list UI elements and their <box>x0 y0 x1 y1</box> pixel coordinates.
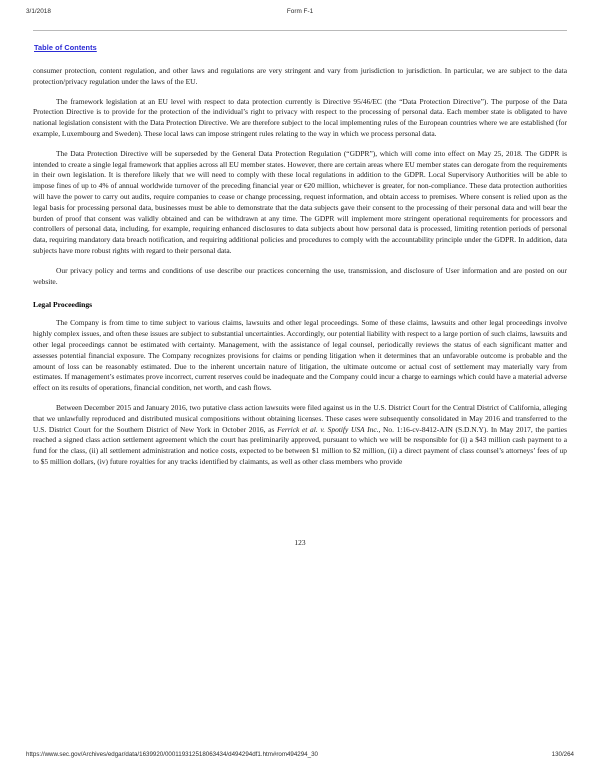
section-heading-legal-proceedings: Legal Proceedings <box>33 300 93 310</box>
header-divider <box>33 30 567 31</box>
paragraph-consumer-protection: consumer protection, content regulation, and other laws and regulations are very stringent and vary from jurisdiction to jurisdiction. In particular, we are subject to the data protection/privacy regulation under the laws of the EU. <box>33 66 567 86</box>
paragraph-class-action <box>33 403 567 468</box>
footer-page-count: 130/264 <box>551 751 574 758</box>
print-header <box>0 8 600 22</box>
paragraph-framework-legislation: The framework legislation at an EU level with respect to data protection currently is Directive 95/46/EC (the “Data Protection Directive”). The purpose of the Data Protection Directive is to provide for the protection of the individual’s right to privacy with respect to the processing of personal data. Each member state is obligated to have national legislation consistent with the Data Protection Directive. We are therefore subject to the local implementing rules of the European countries where we are established (for example, Luxembourg and Sweden). These local laws can impose stringent rules relating to the way in which we process personal data. <box>33 96 567 138</box>
paragraph-gdpr: The Data Protection Directive will be superseded by the General Data Protection Regulation (“GDPR”), which will come into effect on May 25, 2018. The GDPR is intended to create a single legal framework that applies across all EU member states. However, there are certain areas where EU member states can derogate from the requirements in their own legislation. It is therefore likely that we will need to comply with these local regulations in addition to the GDPR. Local Supervisory Authorities will be able to impose fines of up to 4% of annual worldwide turnover of the preceding financial year or €20 million, whichever is greater, for non-compliance. These data protection authorities will have the power to carry out audits, require companies to cease or change processing, request information, and obtain access to premises. Where consent is relied upon as the legal basis for processing personal data, businesses must be able to demonstrate that the data subjects gave their consent to the processing of their personal data and will bear the burden of proof that consent was validly obtained and can be withdrawn at any time. The GDPR will implement more stringent operational requirements for processors and controllers of personal data, including, for example, requiring enhanced disclosures to data subjects about how personal data is processed, limiting retention periods of personal data, requiring mandatory data breach notification, and requiring additional policies and procedures to comply with the accountability principle under the GDPR. In addition, data subjects have more robust rights with regard to their personal data. <box>33 148 567 255</box>
case-name-citation: Ferrick et al. v. Spotify USA Inc. <box>277 424 379 434</box>
table-of-contents-link[interactable]: Table of Contents <box>34 43 97 52</box>
paragraph-company-claims: The Company is from time to time subject to various claims, lawsuits and other legal proceedings. Some of these claims, lawsuits and other legal proceedings involve highly complex issues, and often these issues are subject to substantial uncertainties. Accordingly, our potential liability with respect to a large portion of such claims, lawsuits and other legal proceedings cannot be estimated with certainty. Management, with the assistance of legal counsel, periodically reviews the status of each significant matter and assesses potential financial exposure. The Company recognizes provisions for claims or pending litigation when it determines that an unfavorable outcome is probable and the amount of loss can be reasonably estimated. Due to the inherent uncertain nature of litigation, the ultimate outcome or actual cost of settlement may materially vary from estimates. If management’s estimates prove incorrect, current reserves could be inadequate and the Company could incur a charge to earnings which could have a material adverse effect on its results of operations, financial condition, net worth, and cash flows. <box>33 318 567 393</box>
print-header-title: Form F-1 <box>286 8 314 15</box>
page-number: 123 <box>294 538 306 547</box>
print-header-date: 3/1/2018 <box>26 8 51 15</box>
print-footer <box>0 751 600 763</box>
class-action-tail-text: , No. 1:16-cv-8412-AJN (S.D.N.Y). In May 2017, the parties reached a signed class action settlement agreement which the court has preliminarily approved, pursuant to which we will be responsible for (i) a $43 million cash payment to a fund for the class, (ii) all settlement administration and notice costs, expected to be between $1 million to $2 million, (ii) a direct payment of class counsel’s attorneys’ fees of up to $5 million dollars, (iv) future royalties for any tracks identified by claimants, as well as other class members who provide <box>33 424 568 466</box>
class-action-lead-text: Between December 2015 and January 2016, two putative class action lawsuits were filed against us in the U.S. District Court for the Central District of California, alleging that we unlawfully reproduced and distributed musical compositions without obtaining licenses. These cases were subsequently consolidated in May 2016 and transferred to the U.S. District Court for the Southern District of New York in October 2016, as <box>33 402 567 434</box>
paragraph-privacy-policy: Our privacy policy and terms and conditions of use describe our practices concerning the use, transmission, and disclosure of User information and are posted on our website. <box>33 265 567 286</box>
document-body <box>33 66 567 477</box>
footer-source-url: https://www.sec.gov/Archives/edgar/data/1639920/000119312518063434/d494294df1.htm#rom494294_30 <box>26 751 318 758</box>
